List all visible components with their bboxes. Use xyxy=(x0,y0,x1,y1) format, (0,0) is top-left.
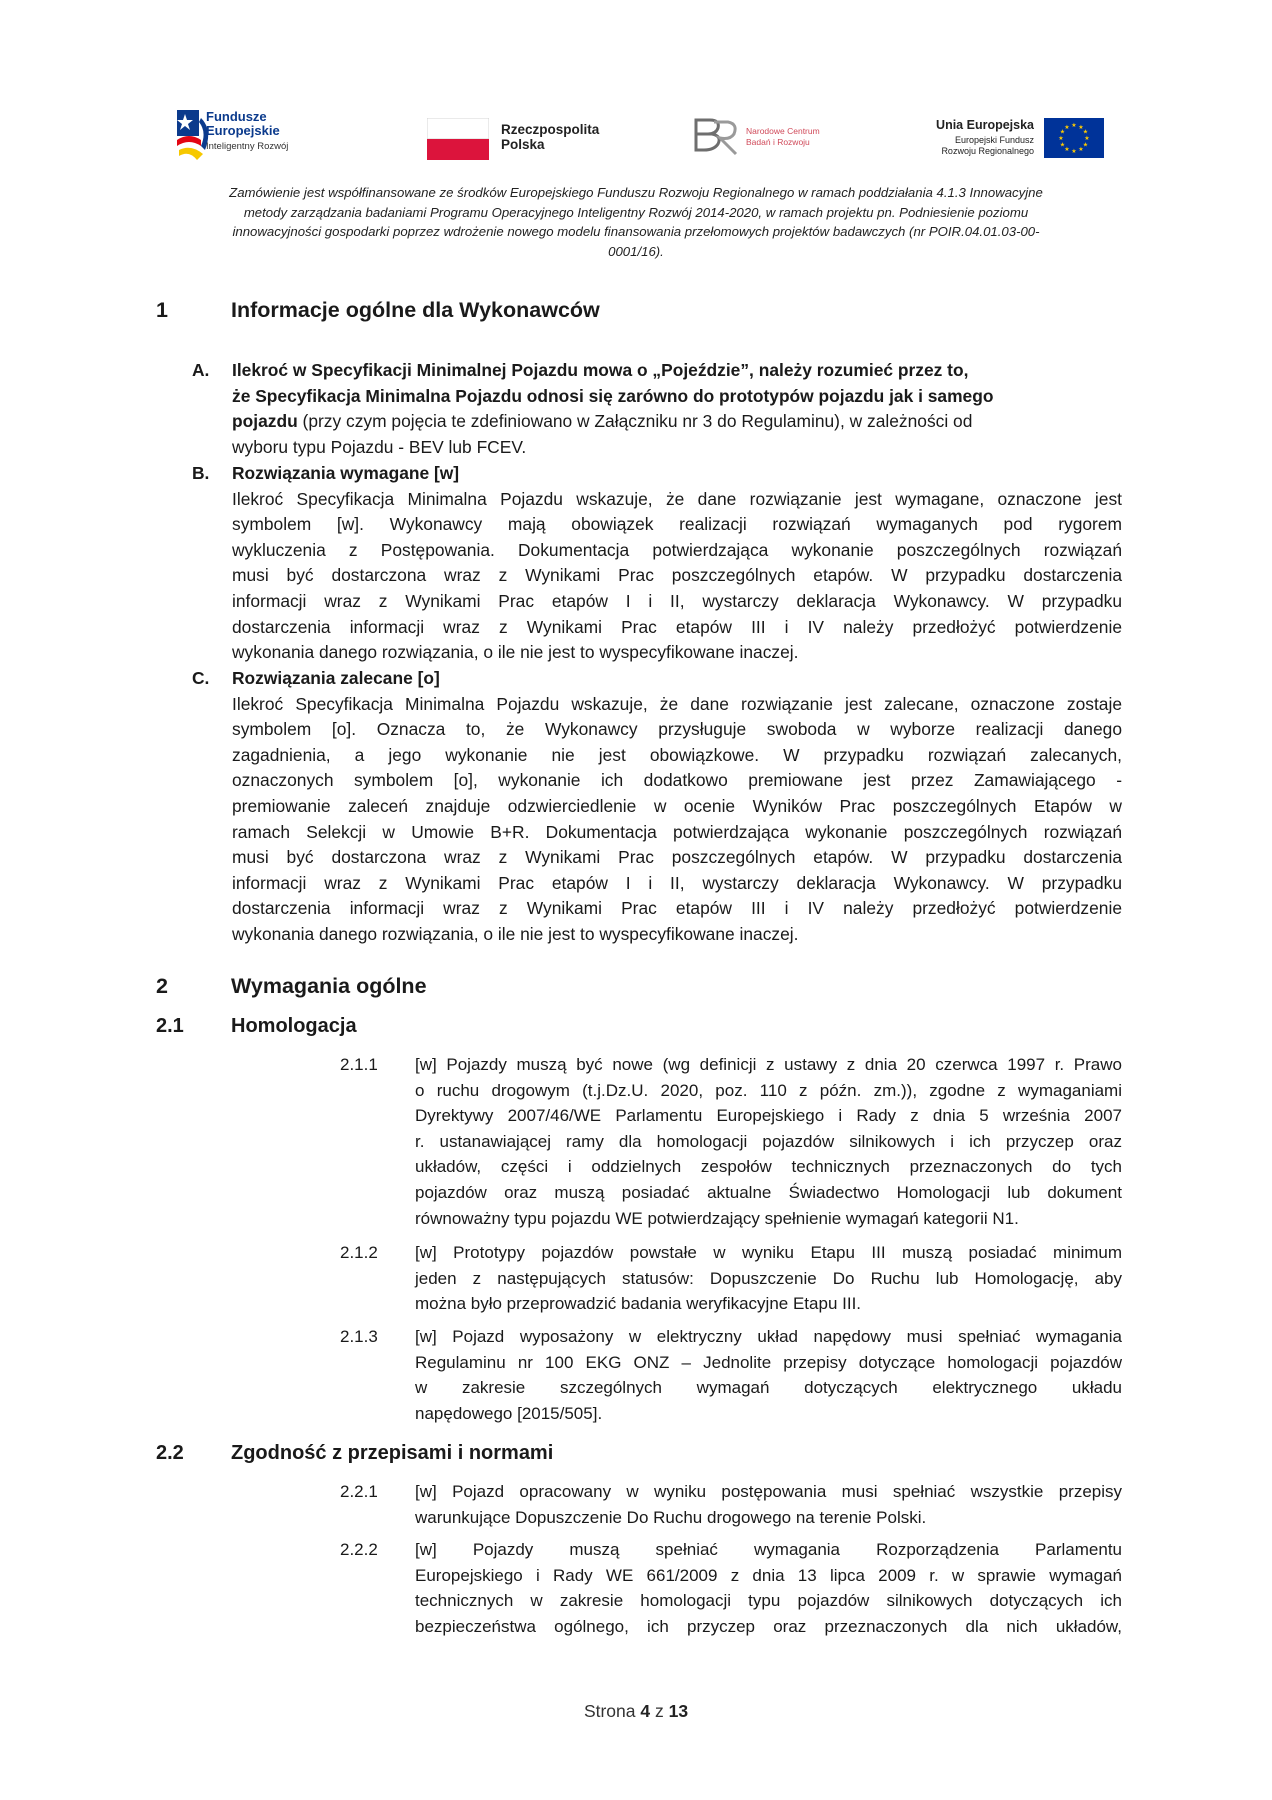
requirement-line: napędowego [2015/505]. xyxy=(415,1403,603,1423)
section-1-number: 1 xyxy=(156,298,168,322)
svg-text:★: ★ xyxy=(1082,128,1089,136)
requirement-number: 2.1.2 xyxy=(340,1243,378,1262)
item-c xyxy=(192,666,1122,948)
requirement-2-1-1 xyxy=(340,1052,1122,1231)
section-1-title: Informacje ogólne dla Wykonawców xyxy=(231,298,600,322)
svg-text:★: ★ xyxy=(1059,141,1066,149)
svg-text:★: ★ xyxy=(1071,122,1077,129)
page-total: 13 xyxy=(668,1701,689,1721)
footer-mid: z xyxy=(650,1701,669,1721)
item-a-line: Ilekroć w Specyfikacji Minimalnej Pojazdu mowa o „Pojeździe”, należy rozumieć przez to, xyxy=(232,360,969,380)
requirement-line: [w] Pojazd wyposażony w elektryczny układ napędowy musi spełniać wymagania xyxy=(415,1327,1122,1346)
requirement-line: Regulaminu nr 100 EKG ONZ – Jednolite przepisy dotyczące homologacji pojazdów xyxy=(415,1352,1122,1372)
item-c-line: musi być dostarczona wraz z Wynikami Prac poszczególnych etapów. W przypadku dostarczenia xyxy=(232,847,1122,868)
item-c-letter: C. xyxy=(192,668,210,688)
ue-line2: Europejski Fundusz xyxy=(954,135,1034,145)
item-b-line: symbolem [w]. Wykonawcy mają obowiązek realizacji rozwiązań wymaganych pod rygorem xyxy=(232,514,1122,535)
ue-line3: Rozwoju Regionalnego xyxy=(941,146,1034,156)
fe-line3: Inteligentny Rozwój xyxy=(206,141,289,152)
polish-flag-icon xyxy=(427,118,489,160)
cofinancing-note xyxy=(180,183,1092,261)
requirement-2-2-2 xyxy=(340,1537,1122,1639)
section-2-title: Wymagania ogólne xyxy=(231,974,427,998)
ncbr-monogram-icon xyxy=(690,112,742,156)
svg-text:★: ★ xyxy=(1058,135,1064,142)
svg-text:★: ★ xyxy=(1064,124,1070,131)
requirement-line: można było przeprowadzić badania weryfikacyjne Etapu III. xyxy=(415,1294,862,1314)
item-b-line: musi być dostarczona wraz z Wynikami Prac poszczególnych etapów. W przypadku dostarczenia xyxy=(232,565,1122,586)
page-footer xyxy=(0,1701,1272,1722)
svg-text:★: ★ xyxy=(1071,148,1077,155)
item-c-line: premiowanie zaleceń znajduje odzwierciedlenie w ocenie Wyników Prac poszczególnych Etapów w xyxy=(232,795,1122,816)
requirement-line: o ruchu drogowym (t.j.Dz.U. 2020, poz. 110 z późn. zm.)), zgodne z wymaganiami xyxy=(415,1080,1122,1100)
item-a-bold-word: pojazdu xyxy=(232,411,298,432)
cofinancing-note-line: innowacyjności gospodarki poprzez wdrożenie nowego modelu finansowania przełomowych projektów badawczych (nr POIR.04.01.03-00- xyxy=(232,224,1040,239)
ue-line1: Unia Europejska xyxy=(936,118,1034,132)
subsection-2-2-title: Zgodność z przepisami i normami xyxy=(231,1442,554,1464)
requirement-line: w zakresie szczególnych wymagań dotyczących elektrycznego układu xyxy=(415,1378,1122,1398)
item-c-line: informacji wraz z Wynikami Prac etapów I i II, wystarczy deklaracja Wykonawcy. W przypadku xyxy=(232,872,1122,893)
item-c-line: dostarczenia informacji wraz z Wynikami Prac etapów III i IV należy przedłożyć potwierdzenie xyxy=(232,898,1122,919)
requirement-line: Dyrektywy 2007/46/WE Parlamentu Europejskiego i Rady z dnia 5 września 2007 xyxy=(415,1106,1122,1126)
requirement-number: 2.2.1 xyxy=(340,1482,378,1501)
requirement-number: 2.1.1 xyxy=(340,1055,378,1074)
ncbr-line1: Narodowe Centrum xyxy=(746,126,820,136)
requirement-line: [w] Prototypy pojazdów powstałe w wyniku Etapu III muszą posiadać minimum xyxy=(415,1243,1122,1262)
svg-text:★: ★ xyxy=(1078,146,1084,153)
logo-bar xyxy=(0,108,1272,168)
requirement-line: równoważny typu pojazdu WE potwierdzający spełnienie wymagań kategorii N1. xyxy=(415,1208,1019,1228)
requirement-number: 2.1.3 xyxy=(340,1327,378,1346)
requirement-2-1-3 xyxy=(340,1324,1122,1426)
subsection-2-1-number: 2.1 xyxy=(156,1015,184,1037)
item-b-line: dostarczenia informacji wraz z Wynikami Prac etapów III i IV należy przedłożyć potwierdzenie xyxy=(232,616,1122,637)
requirement-2-2-1 xyxy=(340,1479,1122,1530)
subsection-2-1-title: Homologacja xyxy=(231,1015,357,1037)
svg-text:★: ★ xyxy=(1084,135,1090,142)
item-b-line: wykonania danego rozwiązania, o ile nie jest to wyspecyfikowane inaczej. xyxy=(232,642,799,663)
ncbr-line2: Badań i Rozwoju xyxy=(746,137,810,147)
item-b-title: Rozwiązania wymagane [w] xyxy=(232,463,460,483)
item-b-letter: B. xyxy=(192,463,210,483)
fundusze-europejskie-logo xyxy=(175,108,335,164)
page-number: 4 xyxy=(640,1701,651,1721)
subsection-2-2-number: 2.2 xyxy=(156,1442,184,1464)
section-2-number: 2 xyxy=(156,974,168,998)
requirement-2-1-2 xyxy=(340,1240,1122,1317)
requirement-line: technicznych w zakresie homologacji typu pojazdów silnikowych dotyczących ich xyxy=(415,1591,1122,1611)
requirement-line: [w] Pojazdy muszą być nowe (wg definicji z ustawy z dnia 20 czerwca 1997 r. Prawo xyxy=(415,1055,1122,1074)
rp-line2: Polska xyxy=(501,137,545,152)
item-c-line: symbolem [o]. Oznacza to, że Wykonawcy przysługuje swoboda w wyborze realizacji danego xyxy=(232,719,1122,740)
fe-line1: Fundusze xyxy=(206,109,267,124)
fe-line2: Europejskie xyxy=(206,123,280,138)
ncbr-logo xyxy=(690,108,850,164)
item-a-line-rest: (przy czym pojęcia te zdefiniowano w Załączniku nr 3 do Regulaminu), w zależności od xyxy=(297,411,973,432)
cofinancing-note-line: Zamówienie jest współfinansowane ze środków Europejskiego Funduszu Rozwoju Regionalnego w ramach poddziałania 4.1.3 Innowacyjne xyxy=(229,185,1043,200)
requirement-line: r. ustanawiającej ramy dla homologacji pojazdów silnikowych i ich przyczep oraz xyxy=(415,1131,1122,1151)
requirement-line: warunkujące Dopuszczenie Do Ruchu drogowego na terenie Polski. xyxy=(415,1507,927,1527)
item-a-line: że Specyfikacja Minimalna Pojazdu odnosi się zarówno do prototypów pojazdu jak i samego xyxy=(232,385,994,406)
requirement-line: jeden z następujących statusów: Dopuszczenie Do Ruchu lub Homologację, aby xyxy=(415,1268,1122,1288)
unia-europejska-logo xyxy=(928,108,1108,164)
requirement-line: [w] Pojazdy muszą spełniać wymagania Rozporządzenia Parlamentu xyxy=(415,1540,1122,1559)
item-b-line: wykluczenia z Postępowania. Dokumentacja potwierdzająca wykonanie poszczególnych rozwiązań xyxy=(232,539,1122,560)
rzeczpospolita-polska-logo xyxy=(427,108,627,164)
requirement-line: układów, części i oddzielnych zespołów technicznych przeznaczonych do tych xyxy=(415,1157,1122,1177)
item-c-title: Rozwiązania zalecane [o] xyxy=(232,668,440,688)
item-c-line: wykonania danego rozwiązania, o ile nie jest to wyspecyfikowane inaczej. xyxy=(232,923,799,944)
svg-text:★: ★ xyxy=(1078,124,1084,131)
requirement-line: Europejskiego i Rady WE 661/2009 z dnia 13 lipca 2009 r. w sprawie wymagań xyxy=(415,1565,1122,1585)
rp-line1: Rzeczpospolita xyxy=(501,122,600,137)
svg-text:★: ★ xyxy=(1059,128,1066,136)
item-b xyxy=(192,461,1122,666)
requirement-line: [w] Pojazd opracowany w wyniku postępowania musi spełniać wszystkie przepisy xyxy=(415,1482,1122,1501)
svg-text:★: ★ xyxy=(1064,146,1070,153)
footer-prefix: Strona xyxy=(583,1701,641,1721)
item-c-line: ramach Selekcji w Umowie B+R. Dokumentacja potwierdzająca wykonanie poszczególnych rozwiązań xyxy=(232,821,1122,842)
requirement-line: pojazdów oraz muszą posiadać aktualne Świadectwo Homologacji lub dokument xyxy=(415,1182,1122,1202)
item-a xyxy=(192,358,1122,460)
cofinancing-note-line: 0001/16). xyxy=(608,243,664,259)
item-b-line: informacji wraz z Wynikami Prac etapów I i II, wystarczy deklaracja Wykonawcy. W przypadku xyxy=(232,590,1122,611)
item-c-line: zagadnienia, a jego wykonanie nie jest obowiązkowe. W przypadku rozwiązań zalecanych, xyxy=(232,744,1122,765)
item-c-line: Ilekroć Specyfikacja Minimalna Pojazdu wskazuje, że dane rozwiązanie jest zalecane, oznaczone zostaje xyxy=(232,693,1122,714)
requirement-line: bezpieczeństwa ogólnego, ich przyczep oraz przeznaczonych dla nich układów, xyxy=(415,1616,1122,1636)
item-c-line: oznaczonych symbolem [o], wykonanie ich dodatkowo premiowane jest przez Zamawiającego - xyxy=(232,770,1122,791)
item-a-letter: A. xyxy=(192,360,210,380)
svg-text:★: ★ xyxy=(1082,141,1089,149)
cofinancing-note-line: metody zarządzania badaniami Programu Operacyjnego Inteligentny Rozwój 2014-2020, w ramach projektu pn. Podniesienie poziomu xyxy=(243,204,1029,220)
eu-flag-icon xyxy=(1044,118,1104,158)
item-b-line: Ilekroć Specyfikacja Minimalna Pojazdu wskazuje, że dane rozwiązanie jest wymagane, oznaczone jest xyxy=(232,488,1122,509)
item-a-line: wyboru typu Pojazdu - BEV lub FCEV. xyxy=(232,436,527,457)
requirement-number: 2.2.2 xyxy=(340,1540,378,1559)
